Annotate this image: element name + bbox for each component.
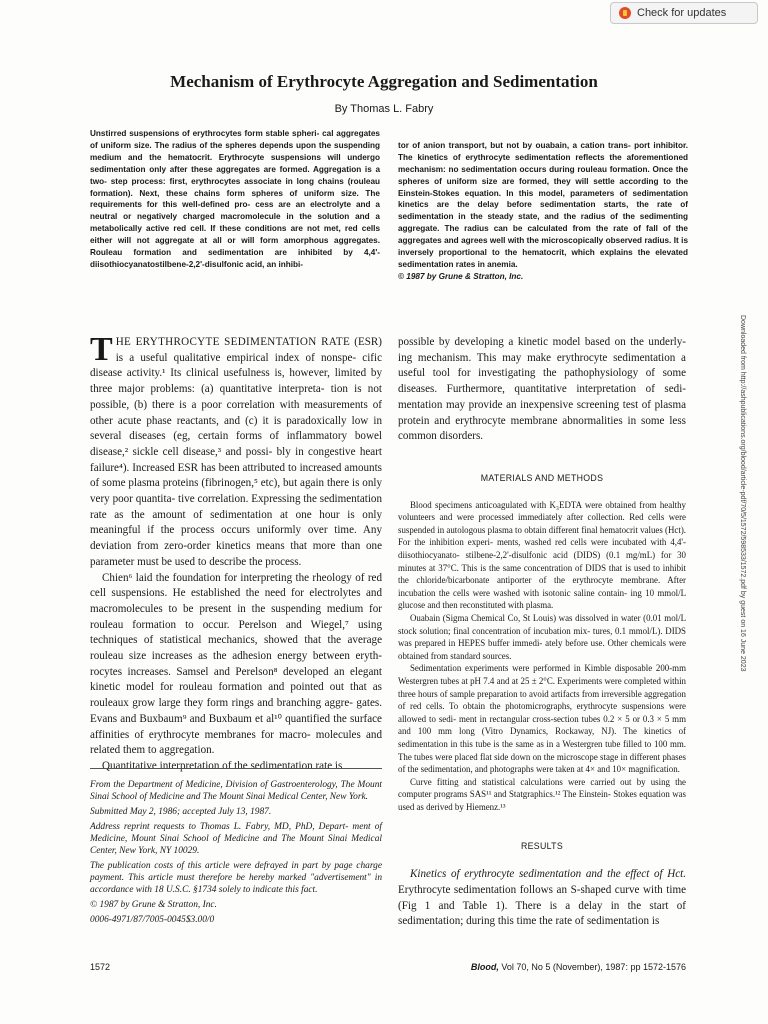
intro-paragraph — [90, 331, 382, 571]
download-watermark — [736, 315, 748, 735]
results-text: Erythrocyte sedimentation follows an S-shaped curve with time (Fig 1 and Table 1). There is a delay in the start of sedimentation; during this time the rate of sedimentation is — [398, 883, 686, 928]
footnote-affiliation: From the Department of Medicine, Division of Gastroenterology, The Mount Sinai School of Medicine and The Mount Sinai Medical Center, New York. — [90, 780, 382, 802]
page-number: 1572 — [90, 962, 111, 972]
methods-paragraph: Blood specimens anticoagulated with K₃EDTA were obtained from healthy volunteers and were processed immediately after collection. Red cells were suspended in autologous plasma to obtain different final hematocrit values (Hct). For the inhibition experi- ments, washed red cells were incubated with 4,4'-diisothiocyanato- stilbene-2,2'-disulfonic acid (DIDS) (0.1 mg/mL) for 30 minutes at 37°C. This is the same concentration of DIDS that is used to inhibit the chloride/bicarbonate antiporter of the erythrocyte membrane. After incubation the cells were washed with isotonic saline contain- ing 10 mmol/L glucose and then reconstituted with plasma. — [398, 499, 686, 611]
results-subheading: Kinetics of erythrocyte sedimentation and the effect of Hct. — [410, 868, 686, 881]
download-watermark-text: Downloaded from http://ashpublications.org/blood/article-pdf/70/5/1572/598533/1572.pdf by guest on 16 June 2023 — [739, 315, 746, 672]
section-heading-methods: MATERIALS AND METHODS — [480, 472, 604, 483]
body-paragraph: Quantitative interpretation of the sedimentation rate is — [102, 759, 343, 772]
intro-text: (ESR) is a useful qualitative empirical index of nonspe- cific disease activity.¹ Its clinical usefulness is, however, limited by three major problems: (a) quantitative interpreta- tion is not possible, (b) there is a poor correlation with measurements of other acute phase reactants, and (c) it is paradoxically low in several diseases (eg, certain forms of inflammatory bowel disease,² sickle cell disease,³ and possi- bly in congestive heart failure⁴). Increased ESR has been attributed to increased amounts of some plasma proteins (fibrinogen,⁵ etc), but again there is only very poor quantita- tive correlation. Expressing the sedimentation rate as the amount of sedimentation at one hour is only meaningful if the process occurs uniformly over time. Any deviation from zero-order kinetics means that more than one parameter must be used to describe the process. — [90, 336, 382, 568]
body-paragraph: Chien⁶ laid the foundation for interpreting the rheology of red cell suspensions. He established the need for electrolytes and macromolecules to be present in the suspending medium for rouleau formation to occur. Perelson and Wiegel,⁷ using techniques of statistical mechanics, showed that the average rouleau size increases as the adhesion energy between eryth- rocytes increases. Samsel and Perelson⁸ developed an elegant kinetic model for rouleau formation and pointed out that as rouleaux grow large they form rings and branching aggre- gates. Evans and Buxbaum⁹ and Buxbaum et al¹⁰ quantified the surface affinities of erythrocyte membranes for macro- molecules and related them to aggregation. — [90, 571, 382, 757]
journal-citation-text: Vol 70, No 5 (November), 1987: pp 1572-1576 — [501, 962, 686, 972]
abstract-left-column: Unstirred suspensions of erythrocytes form stable spheri- cal aggregates of uniform size. The radius of the spheres depends upon the suspending medium and the hematocrit. Erythrocyte suspensions will undergo sedimentation only after these aggregates are formed. Aggregation is a two- step process: first, erythrocytes associate in long chains (rouleau formation). Next, these chains form spheres of uniform size. The requirements for this well-defined pro- cess are an electrolyte and a neutral or negatively charged macromolecule in the solution and a metabolically active red cell. If these conditions are not met, red cells either will not aggregate at all or will form amorphous aggregates. Rouleau formation and sedimentation are inhibited by 4,4'-diisothiocyanatostilbene-2,2'-disulfonic acid, an inhibi- — [90, 129, 380, 269]
body-left-column — [90, 331, 382, 775]
methods-paragraph: Ouabain (Sigma Chemical Co, St Louis) was dissolved in water (0.01 mol/L stock solution; final concentration of incubation mix- tures, 0.1 mmol/L). DIDS was prepared in HEPES buffer immedi- ately before use. Other chemicals were obtained from standard sources. — [398, 612, 686, 661]
footnote-publication-costs: The publication costs of this article were defrayed in part by page charge payment. This article must therefore be hereby marked "advertisement" in accordance with 18 U.S.C. §1734 solely to indicate this fact. — [90, 861, 382, 895]
methods-paragraph: Sedimentation experiments were performed in Kimble disposable 200-mm Westergren tubes at pH 7.4 and at 25 ± 2°C. Experiments were completed within three hours of sample preparation to avoid artifacts from irreversible aggregation of red cells. To obtain the photomicrographs, erythrocyte suspensions were allowed to sedi- ment in rectangular cross-section tubes 0.2 × 5 or 0.3 × 5 mm and 100 mm long (Vitro Dynamics, Rockaway, NJ). The kinetics of sedimentation in this tube is the same as in a Westergren tube filled to 100 mm. The tubes were placed flat side down on the microscope stage in different phases of the sedimentation, and photographs were taken at 4× and 10× magnification. — [398, 663, 686, 775]
abstract-right-text: tor of anion transport, but not by ouabain, a cation trans- port inhibitor. The kinetics of erythrocyte sedimentation reflects the aforementioned mechanism: no sedimentation occurs during rouleau formation. Once the spheres of uniform size are formed, they will settle according to the Einstein-Stokes equation. In this model, parameters of sedimentation kinetics are the delay before sedimentation starts, the rate of sedimentation in the steady state, and the radius of the sedimenting aggregate. The radius can be calculated from the rate of fall of the aggregates and agrees well with the microscopically observed radius. It is inversely proportional to the hematocrit, which explains the elevated sedimentation rates in anemia. — [398, 140, 688, 269]
body-paragraph: possible by developing a kinetic model based on the underly- ing mechanism. This may make erythrocyte sedimentation a useful tool for investigating the pathophysiology of some diseases. Furthermore, quantitative interpretation of sedi- mentation may provide an inexpensive screening test of plasma protein and erythrocyte membrane abnormalities in some less common disorders. — [398, 336, 686, 443]
affiliation-footnote — [90, 768, 382, 929]
check-for-updates-label: Check for updates — [637, 7, 727, 19]
footnote-dates: Submitted May 2, 1986; accepted July 13, 1987. — [90, 807, 272, 817]
results-paragraph — [398, 867, 686, 930]
abstract-right-column — [398, 128, 688, 295]
article-title: Mechanism of Erythrocyte Aggregation and Sedimentation — [170, 72, 598, 91]
journal-citation — [471, 962, 686, 972]
author-byline: By Thomas L. Fabry — [334, 103, 434, 115]
journal-name: Blood, — [470, 962, 499, 972]
footnote-copyright: © 1987 by Grune & Stratton, Inc. — [90, 900, 217, 910]
footnote-issn: 0006-4971/87/7005-0045$3.00/0 — [90, 915, 215, 925]
crossmark-icon — [619, 7, 631, 19]
check-for-updates-button[interactable] — [610, 2, 758, 24]
abstract-copyright: © 1987 by Grune & Stratton, Inc. — [398, 271, 524, 281]
section-heading-results: RESULTS — [520, 841, 564, 852]
body-right-column — [398, 335, 686, 930]
methods-paragraph: Curve fitting and statistical calculations were carried out by using the computer programs SAS¹¹ and Statgraphics.¹² The Einstein- Stokes equation was used as derived by Hiemenz.¹³ — [398, 776, 686, 812]
footnote-reprints: Address reprint requests to Thomas L. Fabry, MD, PhD, Depart- ment of Medicine, Mount Sinai School of Medicine and The Mount Sinai Medical Center, New York, NY 10029. — [90, 822, 382, 856]
intro-caps: HE ERYTHROCYTE SEDIMENTATION RATE — [115, 336, 351, 348]
drop-cap: T — [90, 331, 113, 368]
